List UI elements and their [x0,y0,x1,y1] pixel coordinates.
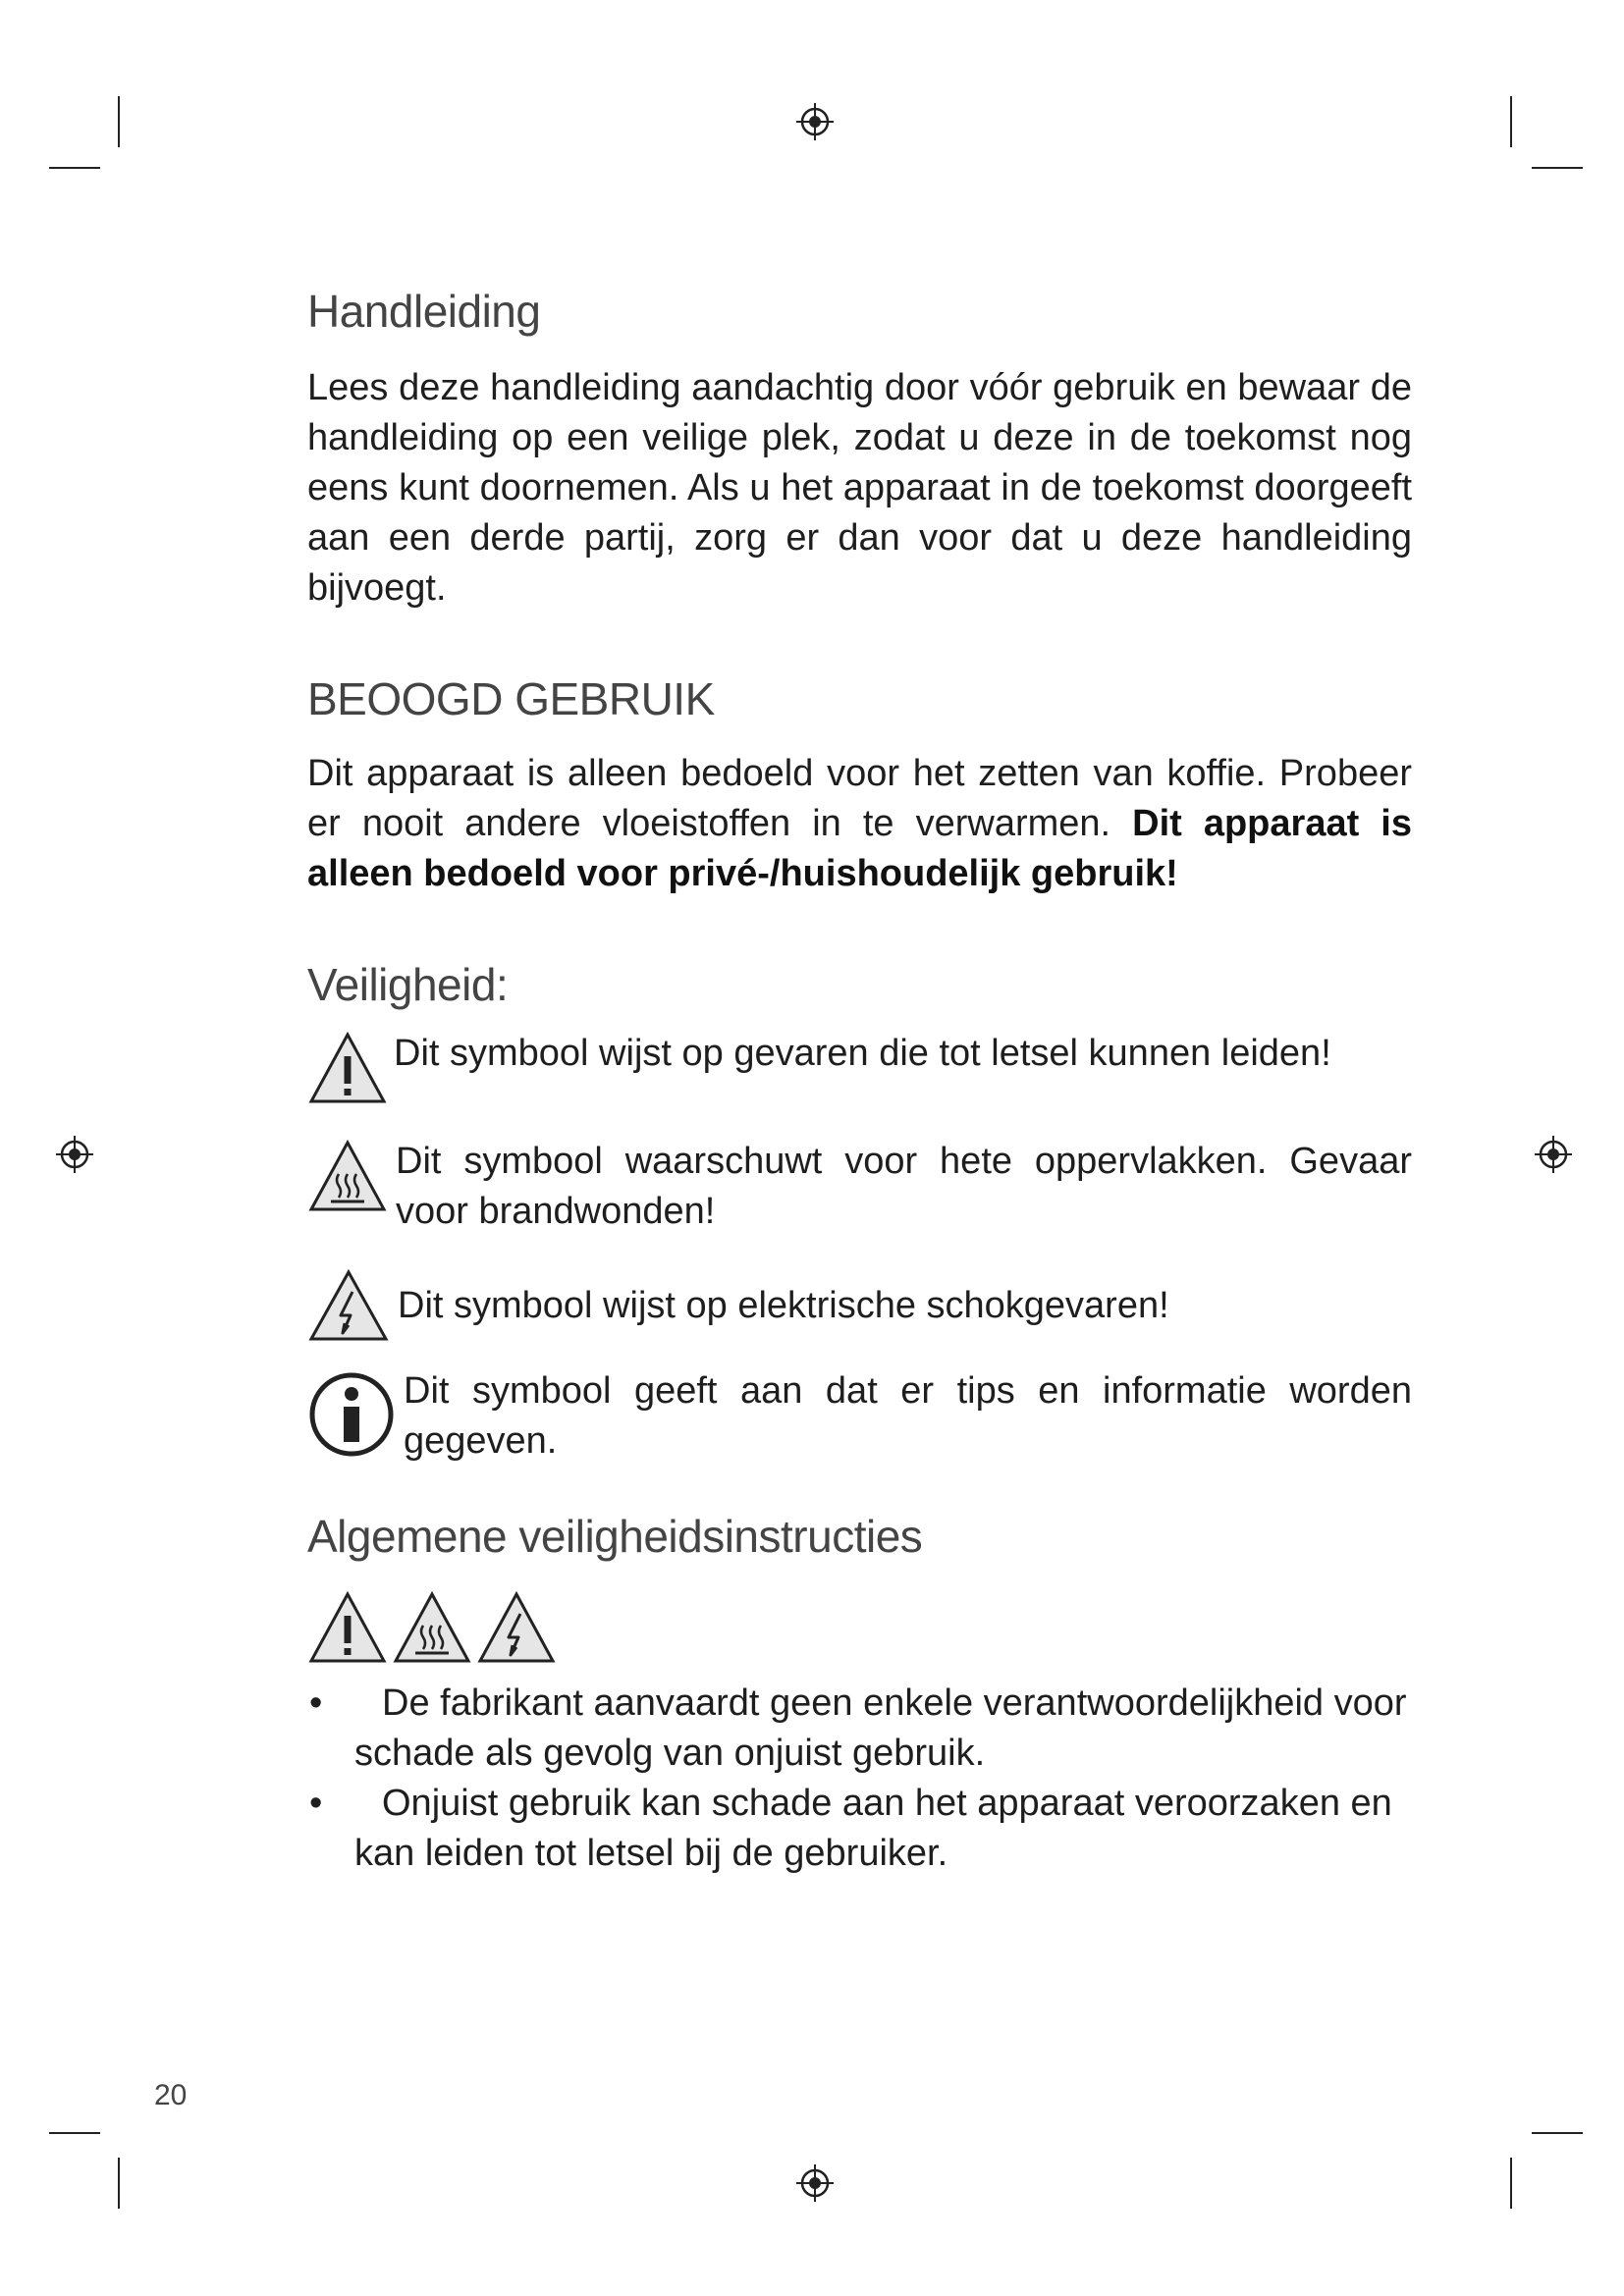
intended-use-paragraph [307,749,1412,899]
crop-mark [49,167,100,169]
hot-surface-icon [307,1137,388,1215]
safety-symbol-text: Dit symbool geeft aan dat er tips en informatie worden gegeven. [404,1370,1412,1462]
electric-shock-icon [307,1266,390,1345]
crop-mark [1510,2158,1512,2209]
crop-mark [118,2158,120,2209]
crop-mark [1510,96,1512,147]
safety-symbol-row [307,1137,1412,1237]
manual-title: Handleiding [307,286,541,337]
list-item [307,1679,1412,1779]
general-safety-list [307,1679,1412,1879]
warning-exclamation-icon [307,1590,388,1665]
bullet-text: Onjuist gebruik kan schade aan het apparaat veroorzaken en kan leiden tot letsel bij de gebruiker. [354,1783,1392,1874]
bullet-dot: • [309,1682,323,1724]
safety-title: Veiligheid: [307,959,509,1010]
crop-mark [49,2132,100,2134]
intended-use-title: BEOOGD GEBRUIK [307,673,715,724]
bullet-text: De fabrikant aanvaardt geen enkele verantwoordelijkheid voor schade als gevolg van onjuist gebruik. [354,1682,1407,1774]
safety-symbol-row [307,1029,1412,1107]
safety-symbol-text: Dit symbool waarschuwt voor hete oppervlakken. Gevaar voor brandwonden! [396,1141,1412,1232]
registration-mark-icon [795,102,835,141]
page-number: 20 [154,2079,188,2111]
general-safety-icons [307,1590,1412,1665]
registration-mark-icon [55,1135,94,1174]
crop-mark [1532,2132,1583,2134]
safety-symbol-text: Dit symbool wijst op gevaren die tot letsel kunnen leiden! [394,1033,1331,1074]
intended-use-text: Dit apparaat is alleen bedoeld voor het zetten van koffie. Probeer er nooit andere vloeistoffen in te verwarmen. [307,753,1412,844]
list-item [307,1779,1412,1879]
safety-symbol-row [307,1366,1412,1467]
intro-paragraph: Lees deze handleiding aandachtig door vóór gebruik en bewaar de handleiding op een veilige plek, zodat u deze in de toekomst nog eens kunt doornemen. Als u het apparaat in de toekomst doorgeeft aan een derde partij, zorg er dan voor dat u deze handleiding bijvoegt. [307,367,1412,609]
warning-exclamation-icon [307,1029,388,1107]
info-icon [307,1370,396,1459]
bullet-dot: • [309,1783,323,1824]
hot-surface-icon [392,1590,472,1665]
general-safety-title: Algemene veiligheidsinstructies [307,1511,923,1562]
crop-mark [1532,167,1583,169]
intended-use-bold-text: Dit apparaat is alleen bedoeld voor privé-/huishoudelijk gebruik! [307,803,1412,894]
safety-symbol-row [307,1266,1412,1345]
electric-shock-icon [476,1590,557,1665]
registration-mark-icon [795,2163,835,2203]
registration-mark-icon [1534,1135,1573,1174]
content-column [307,285,1412,1879]
crop-mark [118,96,120,147]
safety-symbol-text: Dit symbool wijst op elektrische schokgevaren! [398,1284,1169,1326]
